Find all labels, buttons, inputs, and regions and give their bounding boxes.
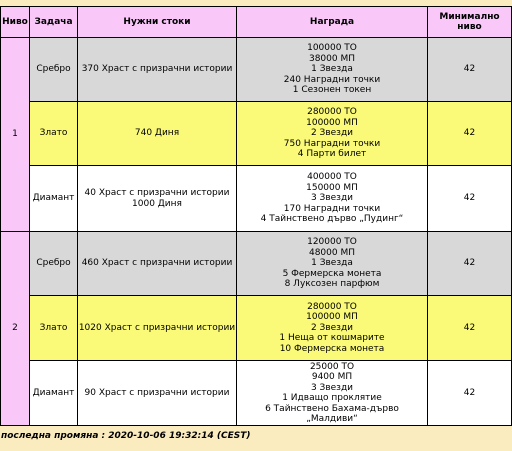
items-cell-line: 90 Храст с призрачни истории xyxy=(84,387,230,398)
reward-cell-line: 100000 МП xyxy=(306,312,358,323)
items-cell-line: 740 Диня xyxy=(134,128,180,139)
min-level-cell-line: 42 xyxy=(463,387,476,398)
reward-cell-line: 2 Звезди xyxy=(310,128,354,139)
min-level-cell xyxy=(428,102,512,166)
items-cell-line: 1020 Храст с призрачни истории xyxy=(78,322,236,333)
reward-cell xyxy=(237,361,428,426)
task-cell-line: Злато xyxy=(39,128,68,139)
reward-cell xyxy=(237,166,428,232)
min-level-cell-line: 42 xyxy=(463,64,476,75)
quest-table xyxy=(0,6,512,426)
task-cell xyxy=(30,361,78,426)
header-task: Задача xyxy=(30,7,78,38)
reward-cell-line: 280000 ТО xyxy=(307,107,357,118)
header-min-level: Минимално ниво xyxy=(428,7,512,38)
min-level-cell xyxy=(428,296,512,361)
min-level-cell xyxy=(428,38,512,102)
items-cell-line: 1000 Диня xyxy=(132,198,182,209)
task-cell-line: Сребро xyxy=(36,64,71,75)
reward-cell-line: 2 Звезди xyxy=(310,322,354,333)
quest-row xyxy=(1,166,512,232)
reward-cell-line: 100000 МП xyxy=(306,117,358,128)
items-cell-line: 370 Храст с призрачни истории xyxy=(81,64,233,75)
task-cell xyxy=(30,102,78,166)
items-cell xyxy=(78,361,237,426)
reward-cell-line: 10 Фермерска монета xyxy=(279,343,385,354)
items-cell xyxy=(78,296,237,361)
reward-cell-line: 1 Сезонен токен xyxy=(292,85,372,96)
reward-cell-line: 3 Звезди xyxy=(310,193,354,204)
reward-cell-line: 1 Идващо проклятие xyxy=(282,393,382,403)
quest-row xyxy=(1,296,512,361)
reward-cell-line: 1 Звезда xyxy=(311,64,353,75)
reward-cell-line: 3 Звезди xyxy=(310,382,354,393)
min-level-cell-line: 42 xyxy=(463,128,476,139)
reward-cell-line: 400000 ТО xyxy=(307,172,357,183)
reward-cell xyxy=(237,296,428,361)
reward-cell xyxy=(237,232,428,296)
min-level-cell xyxy=(428,166,512,232)
items-cell xyxy=(78,232,237,296)
reward-cell-line: 4 Тайнствено дърво „Пудинг“ xyxy=(260,214,404,225)
reward-cell-line: 1 Звезда xyxy=(311,258,353,269)
reward-cell-line: 170 Наградни точки xyxy=(283,203,381,214)
header-row xyxy=(1,7,512,38)
reward-cell-line: 48000 МП xyxy=(308,247,356,258)
task-cell xyxy=(30,296,78,361)
reward-cell-line: 6 Тайнствено Бахама-дърво xyxy=(265,403,399,414)
items-cell xyxy=(78,102,237,166)
quest-row xyxy=(1,38,512,102)
min-level-cell xyxy=(428,361,512,426)
reward-cell-line: 100000 ТО xyxy=(307,43,357,54)
min-level-cell xyxy=(428,232,512,296)
items-cell-line: 460 Храст с призрачни истории xyxy=(81,258,233,269)
quest-row xyxy=(1,102,512,166)
task-cell xyxy=(30,38,78,102)
quest-row xyxy=(1,232,512,296)
items-cell xyxy=(78,38,237,102)
task-cell-line: Диамант xyxy=(32,193,75,204)
level-cell: 1 xyxy=(1,38,30,232)
reward-cell-line: 280000 ТО xyxy=(307,301,357,312)
reward-cell-line: 240 Наградни точки xyxy=(283,74,381,85)
task-cell xyxy=(30,232,78,296)
reward-cell-line: 750 Наградни точки xyxy=(283,138,381,149)
task-cell-line: Злато xyxy=(39,322,68,333)
last-modified: последна промяна : 2020-10-06 19:32:14 (CEST) xyxy=(1,431,251,441)
header-reward: Награда xyxy=(237,7,428,38)
reward-cell-line: 38000 МП xyxy=(308,53,356,64)
min-level-cell-line: 42 xyxy=(463,193,476,204)
reward-cell-line: „Малдиви“ xyxy=(306,414,358,424)
reward-cell xyxy=(237,38,428,102)
task-cell-line: Сребро xyxy=(36,258,71,269)
reward-cell-line: 25000 ТО xyxy=(309,361,355,372)
items-cell-line: 40 Храст с призрачни истории xyxy=(84,188,230,198)
reward-cell-line: 1 Неща от кошмарите xyxy=(279,333,385,344)
task-cell-line: Диамант xyxy=(32,387,75,398)
quest-row xyxy=(1,361,512,426)
reward-cell-line: 8 Луксозен парфюм xyxy=(284,279,380,290)
min-level-cell-line: 42 xyxy=(463,258,476,269)
reward-cell-line: 5 Фермерска монета xyxy=(282,268,382,279)
reward-cell-line: 150000 МП xyxy=(306,182,358,193)
level-cell: 2 xyxy=(1,232,30,426)
reward-cell-line: 120000 ТО xyxy=(307,237,357,248)
reward-cell-line: 9400 МП xyxy=(311,372,353,382)
header-level: Ниво xyxy=(1,7,30,38)
task-cell xyxy=(30,166,78,232)
reward-cell-line: 4 Парти билет xyxy=(297,149,367,160)
items-cell xyxy=(78,166,237,232)
header-items: Нужни стоки xyxy=(78,7,237,38)
reward-cell xyxy=(237,102,428,166)
min-level-cell-line: 42 xyxy=(463,322,476,333)
